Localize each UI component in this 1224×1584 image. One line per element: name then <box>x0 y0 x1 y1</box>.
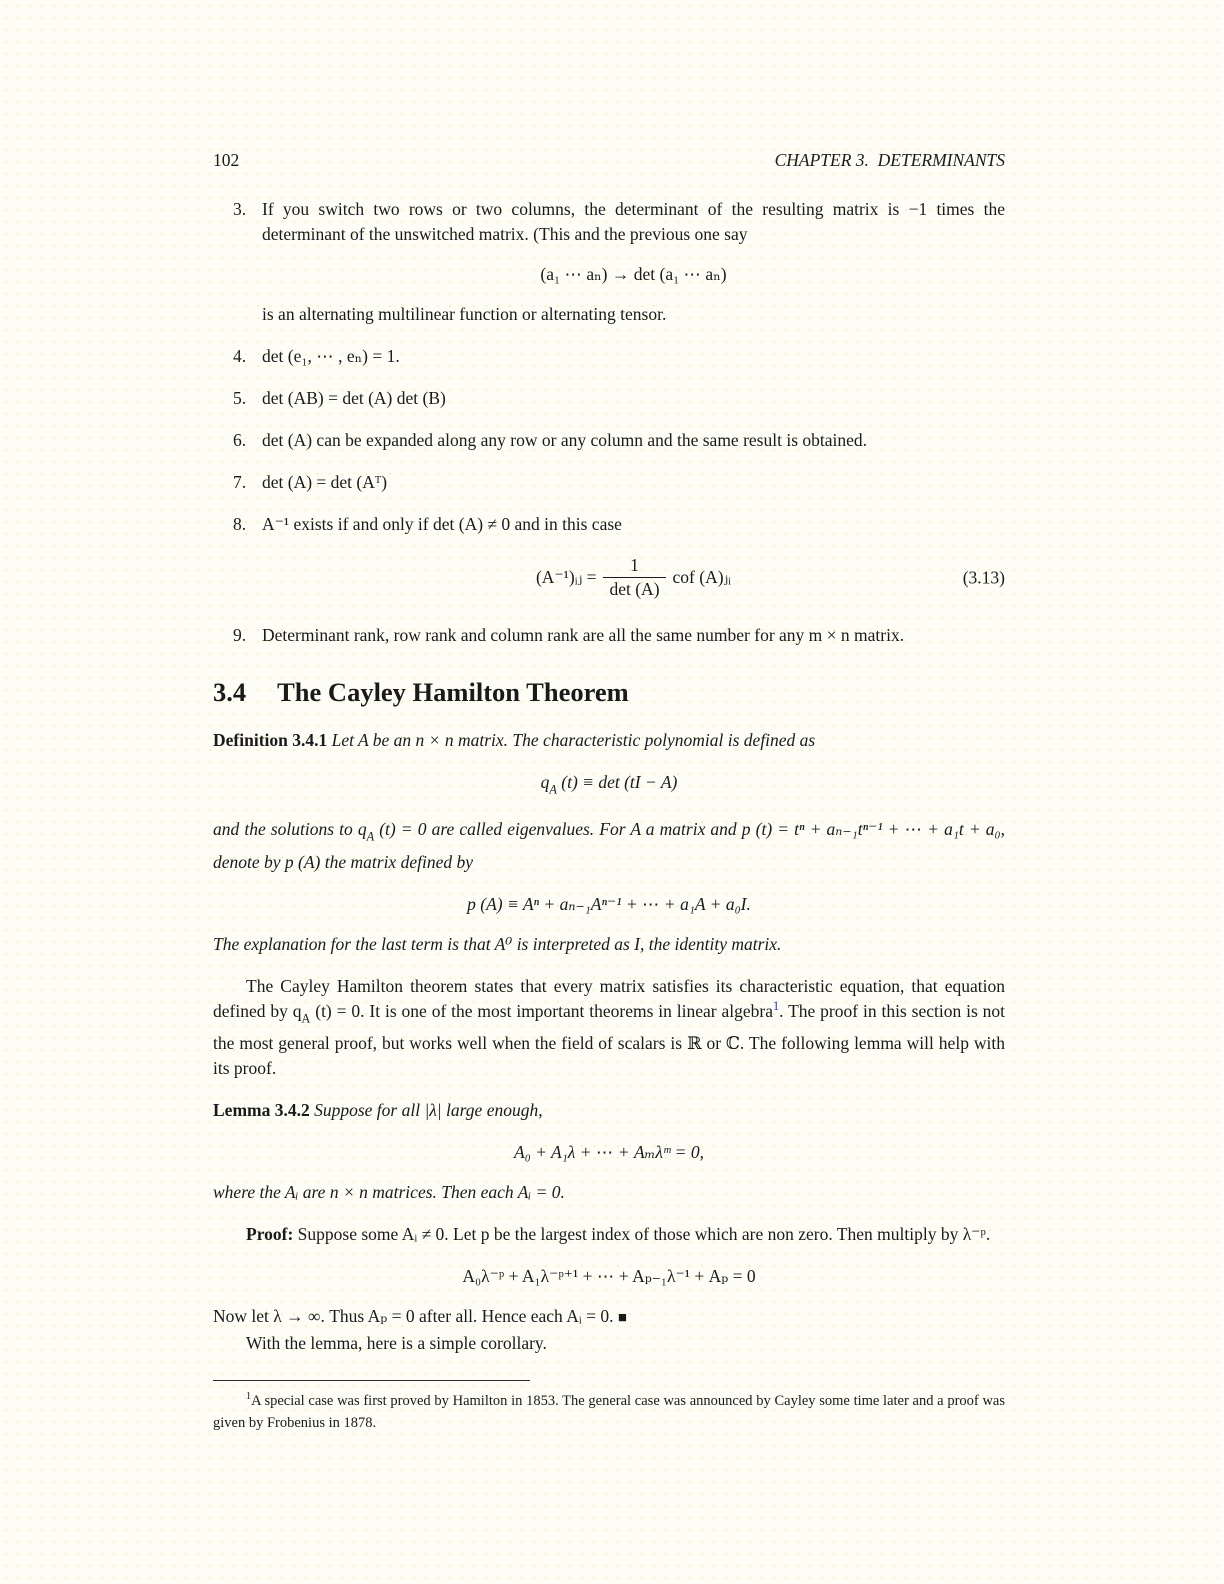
footnote-text: A special case was first proved by Hamilton in 1853. The general case was announced by Cayley some time later and a proof was given by Frobenius in 1878. <box>213 1393 1005 1432</box>
equation-lemma-series: A₀ + A₁λ + ⋯ + Aₘλᵐ = 0, <box>514 1142 704 1163</box>
footnote-block <box>213 1380 1005 1434</box>
definition-label: Definition 3.4.1 <box>213 729 328 750</box>
definition-body-text: (t) = 0 are called eigenvalues. For A a matrix and p (t) = tⁿ + aₙ₋₁tⁿ⁻¹ + ⋯ + a₁t + a₀, denote by p (A) the matrix defined by <box>213 819 1005 872</box>
display-equation-alternating: (a₁ ⋯ aₙ) → det (a₁ ⋯ aₙ) <box>540 264 727 284</box>
list-item-8 <box>213 512 1005 601</box>
equation-3-13 <box>262 555 1005 601</box>
proof-body-text: Suppose some Aᵢ ≠ 0. Let p be the largest index of those which are non zero. Then multiply by λ⁻ᵖ. <box>293 1224 991 1245</box>
definition-paragraph <box>213 728 1005 753</box>
eq-subscript: A <box>366 829 375 844</box>
equation-tag: (3.13) <box>962 567 1005 588</box>
list-item-9 <box>213 623 1005 648</box>
properties-list <box>213 197 1005 648</box>
eq-part: q <box>540 771 550 792</box>
fraction-numerator: 1 <box>630 555 639 575</box>
eq-subscript: A <box>301 1011 311 1026</box>
paragraph-text: The Cayley Hamilton theorem states that every matrix satisfies its characteristic equation, that equation defined by q <box>213 975 1005 1021</box>
lemma-intro: Suppose for all |λ| large enough, <box>314 1100 543 1121</box>
list-item-6 <box>213 428 1005 453</box>
equation-lhs: (A⁻¹)ᵢⱼ = <box>535 567 597 588</box>
item-text: If you switch two rows or two columns, the determinant of the resulting matrix is −1 times the determinant of the unswitched matrix. (This and the previous one say <box>262 199 1005 244</box>
chapter-header: CHAPTER 3. DETERMINANTS <box>774 150 1005 170</box>
proof-paragraph <box>213 1222 1005 1247</box>
equation-rhs: cof (A)ⱼᵢ <box>672 567 732 588</box>
item-number: 6. <box>233 430 247 450</box>
qed-square-icon: ■ <box>617 1310 627 1327</box>
definition-body-text: and the solutions to q <box>213 819 367 840</box>
section-number: 3.4 <box>213 676 247 707</box>
eq-subscript: A <box>549 782 557 797</box>
footnote-marker: 1 <box>246 1391 252 1403</box>
item-text: A⁻¹ exists if and only if det (A) ≠ 0 and in this case <box>262 514 622 534</box>
lemma-paragraph <box>213 1098 1005 1123</box>
definition-note: The explanation for the last term is that A⁰ is interpreted as I, the identity matrix. <box>213 933 782 954</box>
item-text: det (AB) = det (A) det (B) <box>262 388 446 408</box>
fraction <box>603 555 665 601</box>
item-number: 8. <box>233 514 247 534</box>
item-text-continued: is an alternating multilinear function or alternating tensor. <box>262 304 667 324</box>
item-number: 3. <box>233 199 247 219</box>
equation-matrix-polynomial: p (A) ≡ Aⁿ + aₙ₋₁Aⁿ⁻¹ + ⋯ + a₁A + a₀I. <box>467 893 751 914</box>
list-item-4 <box>213 344 1005 369</box>
page-number: 102 <box>213 150 240 170</box>
item-number: 9. <box>233 624 247 645</box>
list-item-7 <box>213 470 1005 495</box>
item-number: 4. <box>233 346 247 366</box>
page-content <box>213 148 1005 1434</box>
cayley-hamilton-paragraph <box>213 974 1005 1082</box>
paragraph-text: (t) = 0. It is one of the most important theorems in linear algebra <box>310 1000 774 1021</box>
equation-characteristic-polynomial <box>213 770 1005 803</box>
section-heading <box>213 676 1005 708</box>
item-number: 5. <box>233 388 247 408</box>
followup-line: With the lemma, here is a simple corollary. <box>246 1333 547 1354</box>
lemma-label: Lemma 3.4.2 <box>213 1100 310 1121</box>
footnote-text-paragraph <box>213 1390 1005 1434</box>
fraction-denominator: det (A) <box>603 577 665 601</box>
equation-proof-series: A₀λ⁻ᵖ + A₁λ⁻ᵖ⁺¹ + ⋯ + Aₚ₋₁λ⁻¹ + Aₚ = 0 <box>462 1266 756 1287</box>
list-item-5 <box>213 386 1005 411</box>
proof-conclusion <box>213 1304 1005 1331</box>
item-text: Determinant rank, row rank and column rank are all the same number for any m × n matrix. <box>262 624 905 645</box>
definition-body <box>213 817 1005 875</box>
definition-intro: Let A be an n × n matrix. The characteristic polynomial is defined as <box>331 729 816 750</box>
lemma-body: where the Aᵢ are n × n matrices. Then each Aᵢ = 0. <box>213 1182 565 1203</box>
paragraph-text: . The proof in this section is not the most general proof, but works well when the field of scalars is ℝ or ℂ. The following lemma will help with its proof. <box>213 1000 1006 1079</box>
item-text: det (A) can be expanded along any row or any column and the same result is obtained. <box>262 430 868 450</box>
section-title: The Cayley Hamilton Theorem <box>277 676 629 707</box>
running-header <box>213 148 1005 173</box>
list-item-3 <box>213 197 1005 327</box>
item-text: det (e₁, ⋯ , eₙ) = 1. <box>262 346 400 366</box>
proof-conclusion-text: Now let λ → ∞. Thus Aₚ = 0 after all. Hence each Aᵢ = 0. <box>213 1306 618 1327</box>
item-number: 7. <box>233 472 247 492</box>
footnote-rule-divider <box>213 1380 530 1381</box>
item-text: det (A) = det (Aᵀ) <box>262 472 388 492</box>
eq-part: (t) ≡ det (tI − A) <box>556 771 678 792</box>
footnote-ref-link[interactable]: 1 <box>773 998 780 1013</box>
proof-label: Proof: <box>246 1224 294 1245</box>
